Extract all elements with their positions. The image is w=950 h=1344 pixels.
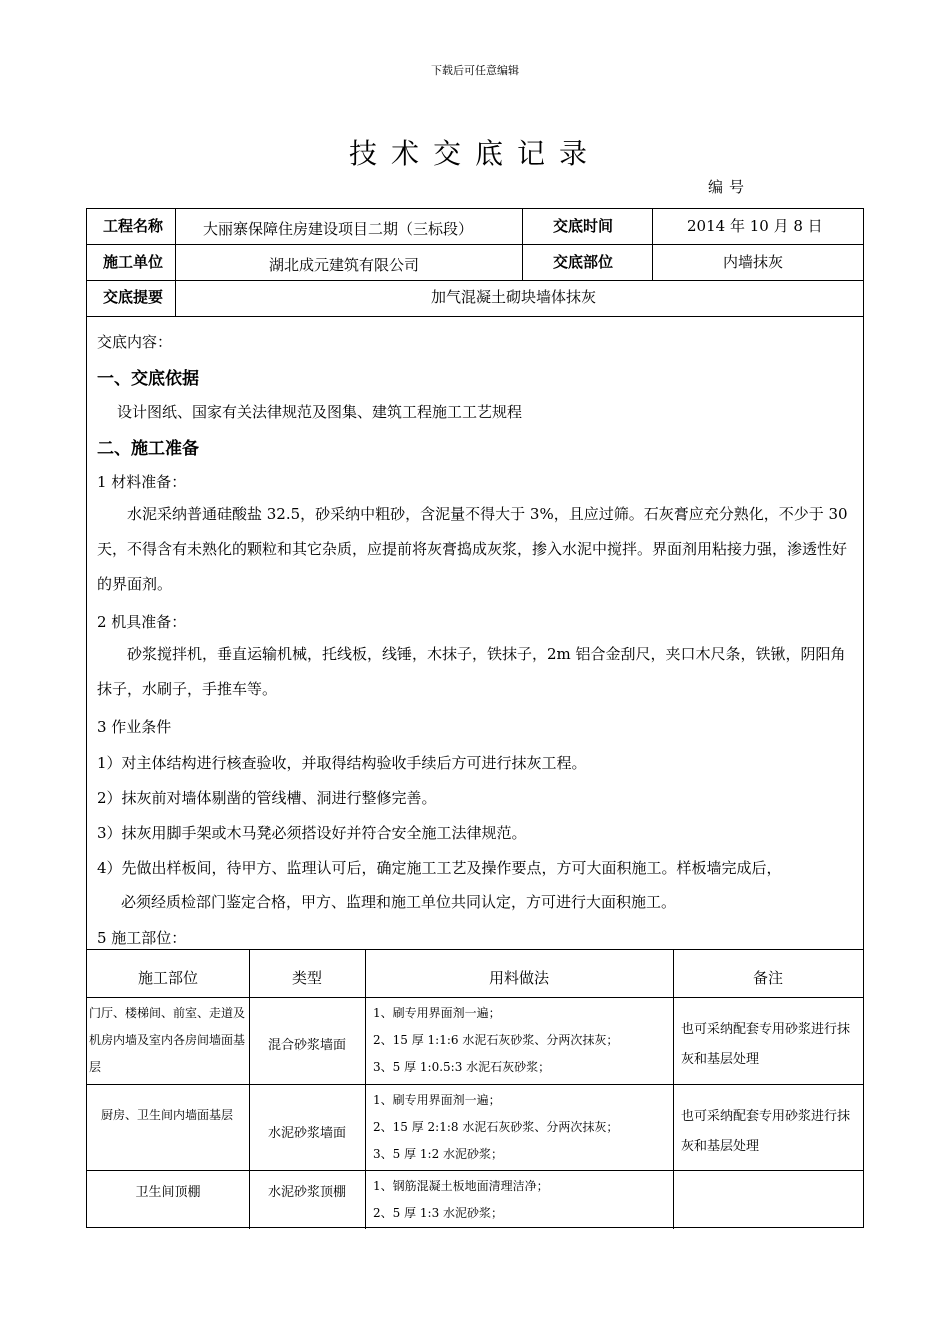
table-cell-type: 水泥砂浆墙面 [267,1126,346,1141]
table-cell-step: 2、15 厚 1:1:6 水泥石灰砂浆、分两次抹灰； [373,1033,619,1047]
section-basis-text: 设计图纸、国家有关法律规范及图集、建筑工程施工工艺规程 [117,403,523,421]
table-header-note: 备注 [752,969,783,987]
table-cell-step: 2、5 厚 1:3 水泥砂浆； [373,1206,504,1220]
table-cell-part: 厨房、卫生间内墙面基层 [100,1108,233,1122]
top-note: 下载后可任意编辑 [431,64,519,77]
condition-item-cont: 必须经质检部门鉴定合格，甲方、监理和施工单位共同认定，方可进行大面积施工。 [121,893,677,911]
table-cell-step: 3、5 厚 1:0.5:3 水泥石灰砂浆； [373,1060,551,1074]
table-cell-step: 3、5 厚 1:2 水泥砂浆； [373,1147,504,1161]
record-form [86,208,864,1228]
summary-label: 交底提要 [103,288,164,306]
condition-item: 3）抹灰用脚手架或木马凳必须搭设好并符合安全施工法律规范。 [97,824,527,842]
part-title: 5 施工部位： [97,929,187,947]
material-title: 1 材料准备： [97,473,187,491]
table-header-method: 用料做法 [488,969,549,987]
table-cell-part: 卫生间顶棚 [135,1185,201,1200]
material-text: 水泥采纳普通硅酸盐 32.5，砂采纳中粗砂，含泥量不得大于 3%，且应过筛。石灰膏应充分熟化，不少于 30 天，不得含有未熟化的颗粒和其它杂质，应提前将灰膏捣成灰浆，掺入水泥中搅拌。界面剂用粘接力强，渗透性好的界面剂。 [97,505,848,593]
condition-title: 3 作业条件 [97,718,172,736]
date-value: 2014 年 10 月 8 日 [687,217,823,235]
part-value: 内墙抹灰 [723,253,784,271]
condition-item: 4）先做出样板间，待甲方、监理认可后，确定施工工艺及操作要点，方可大面积施工。样板墙完成后， [97,859,782,877]
condition-item: 1）对主体结构进行核查验收，并取得结构验收手续后方可进行抹灰工程。 [97,754,587,772]
part-label: 交底部位 [553,253,614,271]
table-cell-step: 2、15 厚 2:1:8 水泥石灰砂浆、分两次抹灰； [373,1120,619,1134]
tool-title: 2 机具准备： [97,613,187,631]
table-cell-type: 水泥砂浆顶棚 [267,1185,346,1200]
table-cell-step: 1、刷专用界面剂一遍； [373,1006,501,1020]
summary-value: 加气混凝土砌块墙体抹灰 [431,288,597,306]
project-name-label: 工程名称 [103,217,164,235]
table-header-part: 施工部位 [137,969,198,987]
table-header-type: 类型 [291,969,322,987]
section-basis-title: 一、交底依据 [97,369,199,389]
table-cell-note: 也可采纳配套专用砂浆进行抹灰和基层处理 [681,1022,851,1067]
table-cell-note: 也可采纳配套专用砂浆进行抹灰和基层处理 [681,1109,851,1154]
table-cell-type: 混合砂浆墙面 [267,1038,346,1053]
date-label: 交底时间 [553,217,614,235]
content-intro: 交底内容： [97,333,173,351]
table-cell-step: 1、刷专用界面剂一遍； [373,1093,501,1107]
table-cell-part: 门厅、楼梯间、前室、走道及机房内墙及室内各房间墙面基层 [89,1006,246,1074]
unit-value: 湖北成元建筑有限公司 [269,256,420,274]
serial-label: 编号 [708,178,751,196]
project-name-value: 大丽寨保障住房建设项目二期（三标段） [203,220,474,238]
condition-item: 2）抹灰前对墙体剔凿的管线槽、洞进行整修完善。 [97,789,437,807]
tool-text: 砂浆搅拌机，垂直运输机械，托线板，线锤，木抹子，铁抹子，2m 铝合金刮尺，夹口木尺条，铁锹，阴阳角抹子，水刷子，手推车等。 [97,645,846,698]
section-prep-title: 二、施工准备 [97,439,199,459]
page-title: 技术交底记录 [348,137,601,170]
unit-label: 施工单位 [103,253,164,271]
table-cell-step: 1、钢筋混凝土板地面清理洁净； [373,1179,549,1193]
